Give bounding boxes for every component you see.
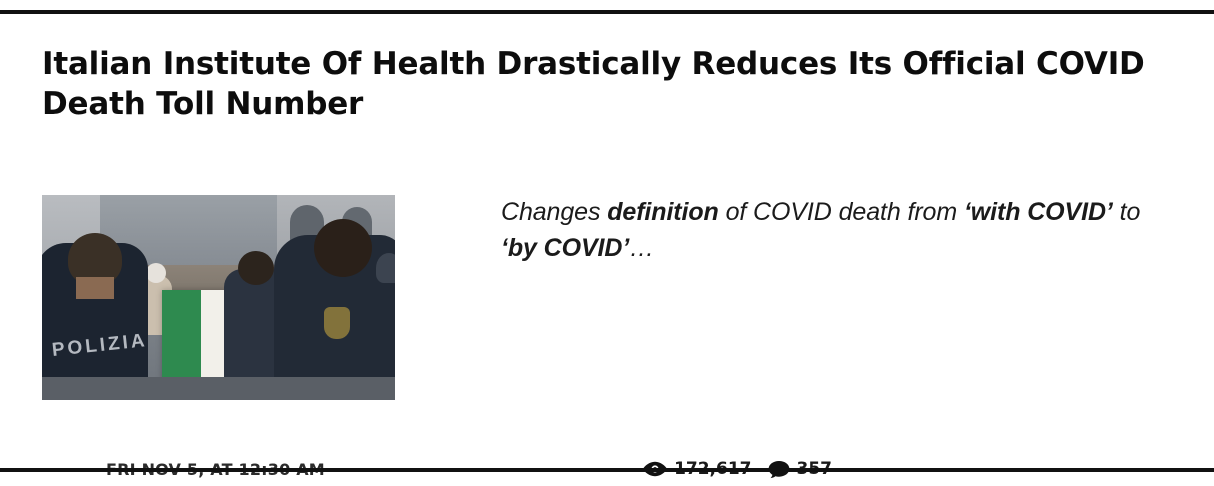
deck-emphasis-3: ‘by COVID’ [501, 233, 630, 262]
photo-protester-head [146, 263, 166, 283]
photo-officer-left-neck [76, 277, 114, 299]
photo-polizia-text: POLIZIA [50, 330, 149, 361]
photo-officer-right-head [314, 219, 372, 277]
article-body-row [42, 195, 1174, 400]
deck-part-1: Changes [501, 198, 608, 226]
article-deck [501, 195, 1161, 266]
photo-officer-middle-head [238, 251, 274, 285]
photo-officer-cap [376, 253, 395, 283]
deck-part-2: of COVID death from [718, 198, 964, 226]
photo-ground [42, 377, 395, 400]
bottom-divider [0, 468, 1214, 472]
photo-officer-badge [324, 307, 350, 339]
top-divider [0, 10, 1214, 14]
article-thumbnail[interactable] [42, 195, 395, 400]
headline-block [42, 44, 1174, 125]
deck-part-4: … [629, 233, 655, 262]
article-summary-column [395, 195, 1174, 400]
page-title[interactable]: Italian Institute Of Health Drastically Reduces Its Official COVID Death Toll Number [42, 46, 1145, 123]
deck-part-3: to [1112, 198, 1141, 226]
deck-emphasis-2: ‘with COVID’ [963, 198, 1113, 226]
deck-emphasis-1: definition [607, 198, 719, 226]
